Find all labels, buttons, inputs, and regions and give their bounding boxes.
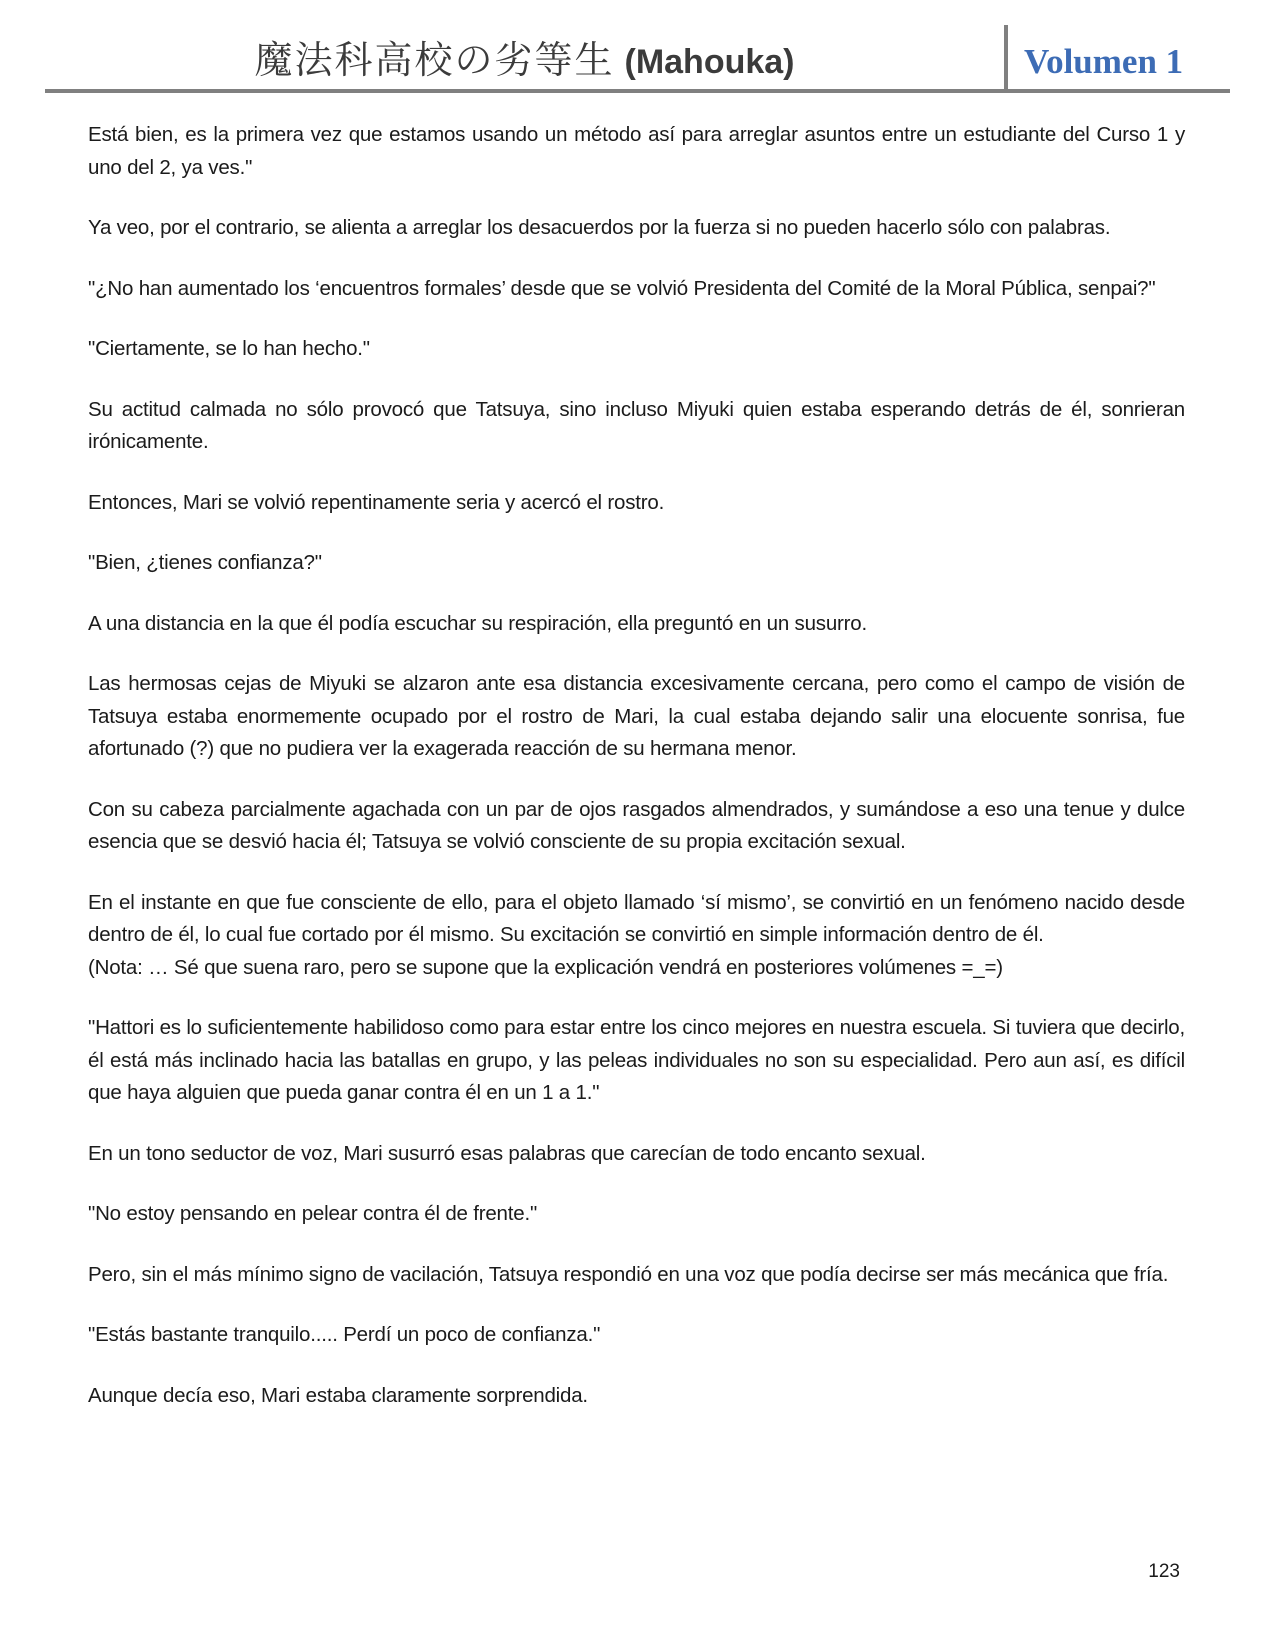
paragraph: En el instante en que fue consciente de ello, para el objeto llamado ‘sí mismo’, se convirtió en un fenómeno nacido desde dentro de él, lo cual fue cortado por él mismo. Su excitación se convirtió en simple información dentro de él. (88, 890, 1185, 946)
paragraph: "Bien, ¿tienes confianza?" (88, 551, 322, 574)
paragraph: Con su cabeza parcialmente agachada con un par de ojos rasgados almendrados, y sumándose a eso una tenue y dulce esencia que se desvió hacia él; Tatsuya se volvió consciente de su propia excitación sexual. (88, 797, 1185, 853)
paragraph: Ya veo, por el contrario, se alienta a arreglar los desacuerdos por la fuerza si no pueden hacerlo sólo con palabras. (88, 216, 1111, 239)
document-title-japanese: 魔法科高校の劣等生 (254, 40, 615, 82)
page-number: 123 (1148, 1561, 1180, 1582)
document-title-romanized: (Mahouka) (624, 43, 795, 81)
paragraph: "¿No han aumentado los ‘encuentros formales’ desde que se volvió Presidenta del Comité de la Moral Pública, senpai?" (88, 276, 1156, 300)
paragraph: A una distancia en la que él podía escuchar su respiración, ella preguntó en un susurro. (88, 611, 867, 635)
paragraph-translator-note: (Nota: … Sé que suena raro, pero se supone que la explicación vendrá en posteriores volúmenes =_=) (88, 955, 1003, 979)
paragraph: Está bien, es la primera vez que estamos usando un método así para arreglar asuntos entre un estudiante del Curso 1 y uno del 2, ya ves." (88, 123, 1185, 179)
paragraph: "Hattori es lo suficientemente habilidoso como para estar entre los cinco mejores en nuestra escuela. Si tuviera que decirlo, él está más inclinado hacia las batallas en grupo, y las peleas individuales no son su especialidad. Pero aun así, es difícil que haya alguien que pueda ganar contra él en un 1 a 1." (88, 1016, 1185, 1104)
paragraph: Su actitud calmada no sólo provocó que Tatsuya, sino incluso Miyuki quien estaba esperando detrás de él, sonrieran irónicamente. (88, 397, 1185, 453)
paragraph: "Ciertamente, se lo han hecho." (88, 337, 370, 360)
paragraph: "No estoy pensando en pelear contra él de frente." (88, 1202, 538, 1225)
paragraph: Entonces, Mari se volvió repentinamente seria y acercó el rostro. (88, 490, 665, 514)
paragraph: Aunque decía eso, Mari estaba claramente sorprendida. (88, 1383, 588, 1407)
header-volume-cell (1008, 0, 1230, 89)
header-title-cell (45, 0, 1004, 89)
page-body (0, 93, 1275, 1412)
paragraph: Pero, sin el más mínimo signo de vacilación, Tatsuya respondió en una voz que podía decirse ser más mecánica que fría. (88, 1262, 1169, 1286)
document-title (254, 29, 794, 84)
volume-label: Volumen 1 (1024, 42, 1184, 81)
page-header (45, 0, 1230, 89)
paragraph: "Estás bastante tranquilo..... Perdí un poco de confianza." (88, 1323, 601, 1346)
page-footer (1148, 1561, 1180, 1583)
paragraph: Las hermosas cejas de Miyuki se alzaron ante esa distancia excesivamente cercana, pero como el campo de visión de Tatsuya estaba enormemente ocupado por el rostro de Mari, la cual estaba dejando salir una elocuente sonrisa, fue afortunado (?) que no pudiera ver la exagerada reacción de su hermana menor. (88, 672, 1185, 760)
paragraph: En un tono seductor de voz, Mari susurró esas palabras que carecían de todo encanto sexual. (88, 1141, 926, 1165)
